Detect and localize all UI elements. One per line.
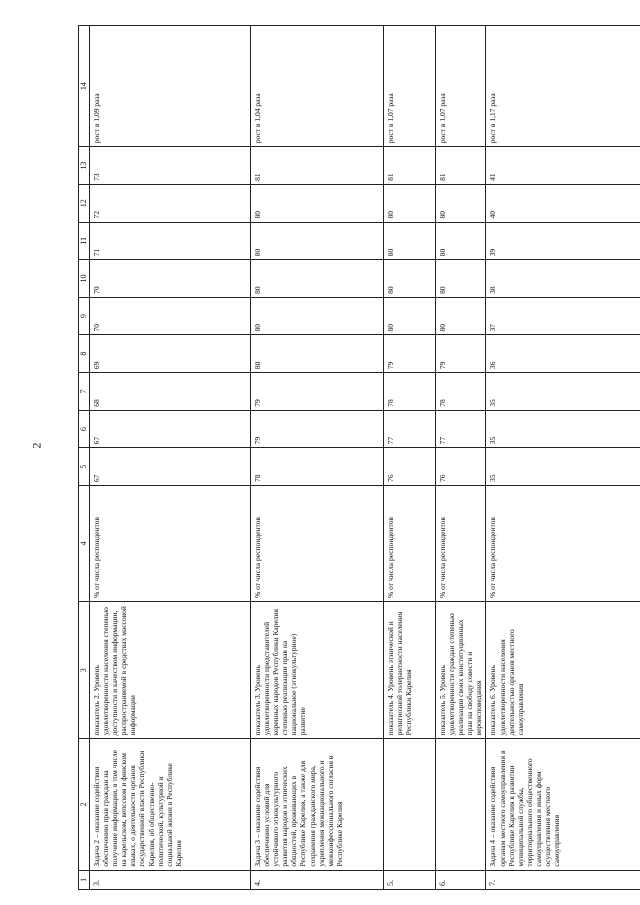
value-cell: 80 [250, 297, 383, 335]
value-cell: 76 [435, 448, 486, 486]
column-number: 9 [79, 297, 90, 335]
row-number: 5. [383, 870, 435, 889]
value-cell: 38 [486, 260, 640, 298]
value-cell: 69 [89, 335, 250, 373]
table-row [89, 26, 250, 890]
column-number: 4 [79, 486, 90, 602]
value-cell: 80 [250, 335, 383, 373]
value-cell: 78 [250, 448, 383, 486]
value-cell: 67 [89, 448, 250, 486]
value-cell: 80 [435, 222, 486, 260]
column-number: 1 [79, 870, 90, 889]
column-number: 6 [79, 410, 90, 448]
column-number: 7 [79, 373, 90, 411]
page-number: 2 [29, 442, 44, 449]
value-cell: 80 [435, 297, 486, 335]
growth-cell: рост в 1,04 раза [250, 26, 383, 147]
row-number: 4. [250, 870, 383, 889]
value-cell: 80 [383, 297, 435, 335]
indicator-cell: показатель 5. Уровень удовлетворенности граждан степенью реализации своих конституционных прав на свободу совести и вероисповедания [435, 602, 486, 739]
column-number-row [79, 26, 90, 890]
value-cell: 37 [486, 297, 640, 335]
task-cell: Задача 3 – оказание содействия обеспечению условий для устойчивого этнокультурного развития народов и этнических общностей, проживающих в Республике Карелия, а также для сохранения гражданского мира, укрепления межнационального и межконфессионального согласия в Республике Карелия [250, 739, 383, 870]
task-cell: Задача 2 – оказание содействия обеспечению прав граждан на получение информации, в том числе на карельском, вепсском и финском языках, о деятельности органов государственной власти Республики Карелия, об общественно-политической, культурной и социальной жизни в Республике Карелия [89, 739, 250, 870]
column-number: 2 [79, 739, 90, 870]
column-number: 12 [79, 184, 90, 222]
column-number: 14 [79, 26, 90, 147]
value-cell: 76 [383, 448, 435, 486]
row-number: 3. [89, 870, 250, 889]
value-cell: 80 [250, 260, 383, 298]
value-cell: 40 [486, 184, 640, 222]
task-cell: Задача 4 – оказание содействия органам местного самоуправления в Республике Карелия в развитии муниципальной службы, территориального общественного самоуправления и иных форм осуществления местного самоуправления [486, 739, 640, 870]
growth-cell: рост в 1,17 раза [486, 26, 640, 147]
value-cell: 39 [486, 222, 640, 260]
unit-cell: % от числа респондентов [89, 486, 250, 602]
table-row [435, 26, 486, 890]
unit-cell: % от числа респондентов [435, 486, 486, 602]
value-cell: 35 [486, 373, 640, 411]
table-row [383, 26, 435, 890]
column-number: 5 [79, 448, 90, 486]
value-cell: 68 [89, 373, 250, 411]
value-cell: 36 [486, 335, 640, 373]
value-cell: 80 [250, 184, 383, 222]
column-number: 10 [79, 260, 90, 298]
table-row [486, 26, 640, 890]
indicator-cell: показатель 6. Уровень удовлетворенности населения деятельностью органов местного самоуправления [486, 602, 640, 739]
value-cell: 80 [383, 184, 435, 222]
value-cell: 81 [383, 147, 435, 185]
column-number: 8 [79, 335, 90, 373]
indicators-table [78, 25, 640, 890]
value-cell: 78 [435, 373, 486, 411]
column-number: 11 [79, 222, 90, 260]
growth-cell: рост в 1,07 раза [435, 26, 486, 147]
value-cell: 41 [486, 147, 640, 185]
value-cell: 72 [89, 184, 250, 222]
task-cell [435, 739, 486, 870]
value-cell: 79 [250, 373, 383, 411]
indicator-cell: показатель 2. Уровень удовлетворенности населения степенью доступности и качеством информации, распространяемой в средствах массовой информации [89, 602, 250, 739]
value-cell: 70 [89, 260, 250, 298]
value-cell: 77 [383, 410, 435, 448]
value-cell: 35 [486, 448, 640, 486]
value-cell: 71 [89, 222, 250, 260]
value-cell: 79 [435, 335, 486, 373]
column-number: 13 [79, 147, 90, 185]
value-cell: 81 [250, 147, 383, 185]
value-cell: 79 [250, 410, 383, 448]
value-cell: 80 [383, 260, 435, 298]
value-cell: 73 [89, 147, 250, 185]
value-cell: 67 [89, 410, 250, 448]
value-cell: 81 [435, 147, 486, 185]
value-cell: 70 [89, 297, 250, 335]
value-cell: 80 [383, 222, 435, 260]
unit-cell: % от числа респондентов [383, 486, 435, 602]
indicator-cell: показатель 4. Уровень этнической и религиозной толерантности населения Республики Карелия [383, 602, 435, 739]
value-cell: 80 [435, 260, 486, 298]
value-cell: 80 [435, 184, 486, 222]
unit-cell: % от числа респондентов [250, 486, 383, 602]
growth-cell: рост в 1,07 раза [383, 26, 435, 147]
row-number: 7. [486, 870, 640, 889]
value-cell: 35 [486, 410, 640, 448]
growth-cell: рост в 1,09 раза [89, 26, 250, 147]
value-cell: 78 [383, 373, 435, 411]
rotated-table-wrapper [78, 25, 640, 890]
row-number: 6. [435, 870, 486, 889]
value-cell: 79 [383, 335, 435, 373]
value-cell: 77 [435, 410, 486, 448]
unit-cell: % от числа респондентов [486, 486, 640, 602]
table-row [250, 26, 383, 890]
indicator-cell: показатель 3. Уровень удовлетворенности представителей коренных народов Республики Карелия степенью реализации прав на национальное (этнокультурное) развитие [250, 602, 383, 739]
column-number: 3 [79, 602, 90, 739]
task-cell [383, 739, 435, 870]
value-cell: 80 [250, 222, 383, 260]
